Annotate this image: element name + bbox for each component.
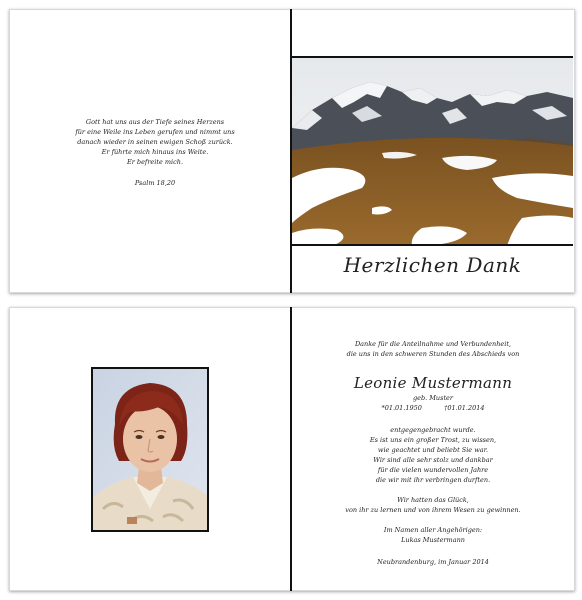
verse-line: danach wieder in seinen ewigen Schoß zurück. bbox=[77, 138, 233, 146]
relatives-line: Im Namen aller Angehörigen: bbox=[383, 526, 483, 534]
relatives-text bbox=[300, 525, 566, 545]
intro-line: die uns in den schweren Stunden des Abschieds von bbox=[346, 350, 520, 358]
place-date: Neubrandenburg, im Januar 2014 bbox=[377, 558, 489, 566]
death-date: †01.01.2014 bbox=[444, 404, 485, 412]
life-dates bbox=[300, 403, 566, 413]
intro-line: Danke für die Anteilnahme und Verbundenheit, bbox=[354, 340, 512, 348]
body-line: entgegengebracht wurde. bbox=[390, 426, 476, 434]
body-line: Es ist uns ein großer Trost, zu wissen, bbox=[369, 436, 497, 444]
verse-block bbox=[40, 117, 270, 188]
deceased-name: Leonie Mustermann bbox=[353, 374, 513, 392]
photo-bottom-rule bbox=[292, 244, 573, 246]
body-line: Wir sind alle sehr stolz und dankbar bbox=[373, 456, 493, 464]
birth-date: *01.01.1950 bbox=[381, 404, 422, 412]
verse-line: Er befreite mich. bbox=[126, 158, 184, 166]
mountain-landscape-image bbox=[292, 58, 573, 246]
heading-herzlichen-dank: Herzlichen Dank bbox=[343, 253, 522, 277]
luck-line: Wir hatten das Glück, bbox=[397, 496, 469, 504]
verse-line: Er führte mich hinaus ins Weite. bbox=[101, 148, 209, 156]
verse-reference: Psalm 18,20 bbox=[134, 179, 176, 187]
body-text bbox=[300, 425, 566, 485]
luck-line: von ihr zu lernen und von ihrem Wesen zu gewinnen. bbox=[345, 506, 521, 514]
verse-line: Gott hat uns aus der Tiefe seines Herzens bbox=[85, 118, 225, 126]
verse-line: für eine Weile ins Leben gerufen und nimmt uns bbox=[75, 128, 235, 136]
body-line: wie geachtet und beliebt Sie war. bbox=[377, 446, 489, 454]
card-fold-bottom bbox=[290, 307, 292, 591]
luck-text bbox=[300, 495, 566, 515]
portrait-photo bbox=[91, 367, 209, 532]
intro-text bbox=[300, 339, 566, 359]
body-line: für die vielen wundervollen Jahre bbox=[377, 466, 489, 474]
relatives-line: Lukas Mustermann bbox=[401, 536, 465, 544]
portrait-image bbox=[93, 369, 207, 530]
thanks-text-block bbox=[300, 339, 566, 567]
body-line: die wir mit ihr verbringen durften. bbox=[375, 476, 491, 484]
mountain-landscape-photo bbox=[292, 56, 573, 246]
birth-name: geb. Muster bbox=[412, 394, 454, 402]
